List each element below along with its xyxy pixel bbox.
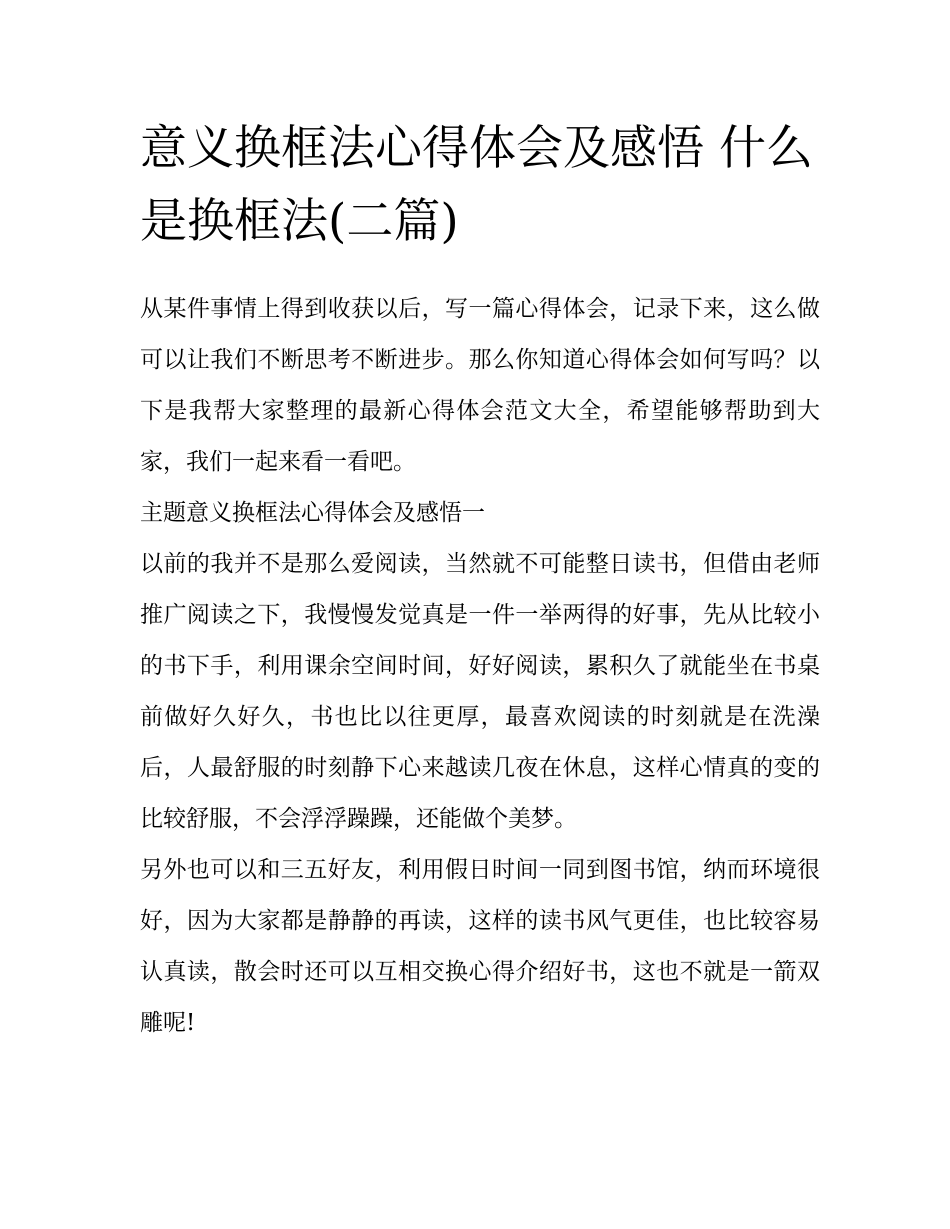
intro-paragraph: 从某件事情上得到收获以后，写一篇心得体会，记录下来，这么做可以让我们不断思考不断进步。那么你知道心得体会如何写吗？以下是我帮大家整理的最新心得体会范文大全，希望能够帮助到大家，我们一起来看一看吧。 [140, 296, 820, 475]
document-title: 意义换框法心得体会及感悟 什么是换框法(二篇) [140, 121, 813, 249]
document-page [140, 112, 820, 1049]
body-paragraph-1: 以前的我并不是那么爱阅读，当然就不可能整日读书，但借由老师推广阅读之下，我慢慢发觉真是一件一举两得的好事，先从比较小的书下手，利用课余空间时间，好好阅读，累积久了就能坐在书桌前做好久好久，书也比以往更厚，最喜欢阅读的时刻就是在洗澡后，人最舒服的时刻静下心来越读几夜在休息，这样心情真的变的比较舒服，不会浮浮躁躁，还能做个美梦。 [140, 551, 820, 832]
section-heading: 主题意义换框法心得体会及感悟一 [140, 500, 485, 526]
body-paragraph-2: 另外也可以和三五好友，利用假日时间一同到图书馆，纳而环境很好，因为大家都是静静的再读，这样的读书风气更佳，也比较容易认真读，散会时还可以互相交换心得介绍好书，这也不就是一箭双雕呢! [140, 857, 820, 1036]
